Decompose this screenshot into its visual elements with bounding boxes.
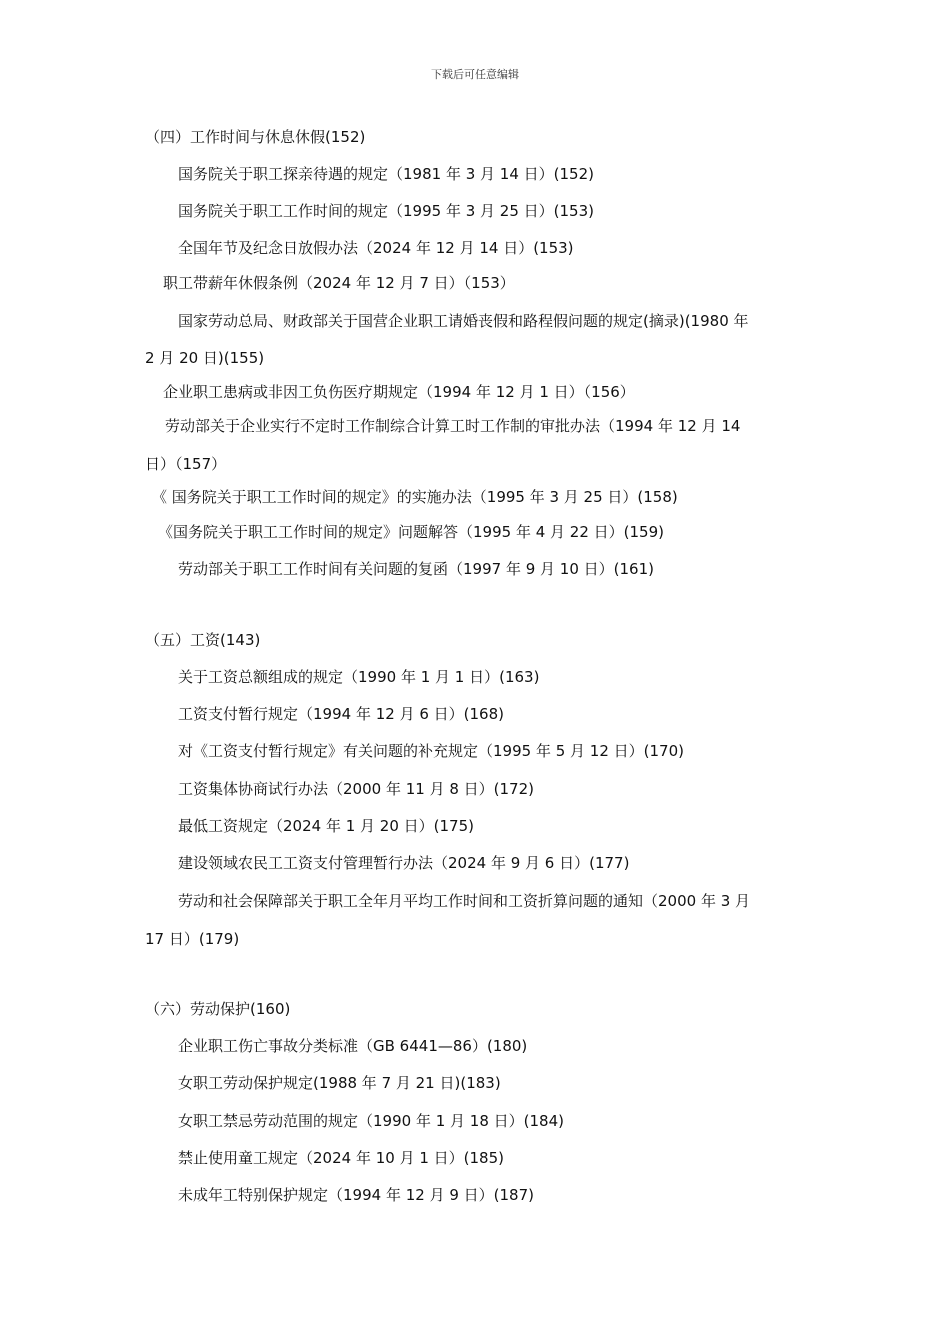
toc-entry: 企业职工患病或非因工负伤医疗期规定（1994 年 12 月 1 日）（156） (163, 383, 635, 401)
toc-entry: 国务院关于职工工作时间的规定（1995 年 3 月 25 日）(153) (178, 202, 594, 220)
toc-entry: 劳动和社会保障部关于职工全年月平均工作时间和工资折算问题的通知（2000 年 3 月 (178, 892, 751, 910)
toc-entry: 全国年节及纪念日放假办法（2024 年 12 月 14 日）(153) (178, 239, 574, 257)
toc-entry-continued: 日）（157） (145, 455, 227, 473)
toc-entry: 工资集体协商试行办法（2000 年 11 月 8 日）(172) (178, 780, 534, 798)
section-heading: （五）工资(143) (145, 631, 261, 649)
toc-entry: 劳动部关于职工工作时间有关问题的复函（1997 年 9 月 10 日）(161) (178, 560, 654, 578)
toc-entry: 国务院关于职工探亲待遇的规定（1981 年 3 月 14 日）(152) (178, 165, 594, 183)
section-heading: （四）工作时间与休息休假(152) (145, 128, 366, 146)
toc-entry: 关于工资总额组成的规定（1990 年 1 月 1 日）(163) (178, 668, 540, 686)
page-header: 下载后可任意编辑 (431, 68, 519, 81)
toc-entry: 对《工资支付暂行规定》有关问题的补充规定（1995 年 5 月 12 日）(170) (178, 742, 684, 760)
toc-entry: 工资支付暂行规定（1994 年 12 月 6 日）(168) (178, 705, 504, 723)
toc-entry: 《 国务院关于职工工作时间的规定》的实施办法（1995 年 3 月 25 日）(158) (152, 488, 678, 506)
toc-entry: 女职工禁忌劳动范围的规定（1990 年 1 月 18 日）(184) (178, 1112, 564, 1130)
toc-entry-continued: 17 日）(179) (145, 930, 240, 948)
toc-entry: 《国务院关于职工工作时间的规定》问题解答（1995 年 4 月 22 日）(159) (158, 523, 664, 541)
toc-entry: 企业职工伤亡事故分类标准（GB 6441—86）(180) (178, 1037, 528, 1055)
toc-entry: 最低工资规定（2024 年 1 月 20 日）(175) (178, 817, 474, 835)
toc-entry: 劳动部关于企业实行不定时工作制综合计算工时工作制的审批办法（1994 年 12 月 14 (165, 417, 741, 435)
toc-entry: 女职工劳动保护规定(1988 年 7 月 21 日)(183) (178, 1074, 501, 1092)
toc-entry: 职工带薪年休假条例（2024 年 12 月 7 日）（153） (163, 274, 515, 292)
section-heading: （六）劳动保护(160) (145, 1000, 291, 1018)
toc-entry: 建设领域农民工工资支付管理暂行办法（2024 年 9 月 6 日）(177) (178, 854, 630, 872)
toc-entry: 禁止使用童工规定（2024 年 10 月 1 日）(185) (178, 1149, 504, 1167)
toc-entry: 未成年工特别保护规定（1994 年 12 月 9 日）(187) (178, 1186, 534, 1204)
toc-entry-continued: 2 月 20 日)(155) (145, 349, 265, 367)
toc-entry: 国家劳动总局、财政部关于国营企业职工请婚丧假和路程假问题的规定(摘录)(1980 年 (178, 312, 749, 330)
